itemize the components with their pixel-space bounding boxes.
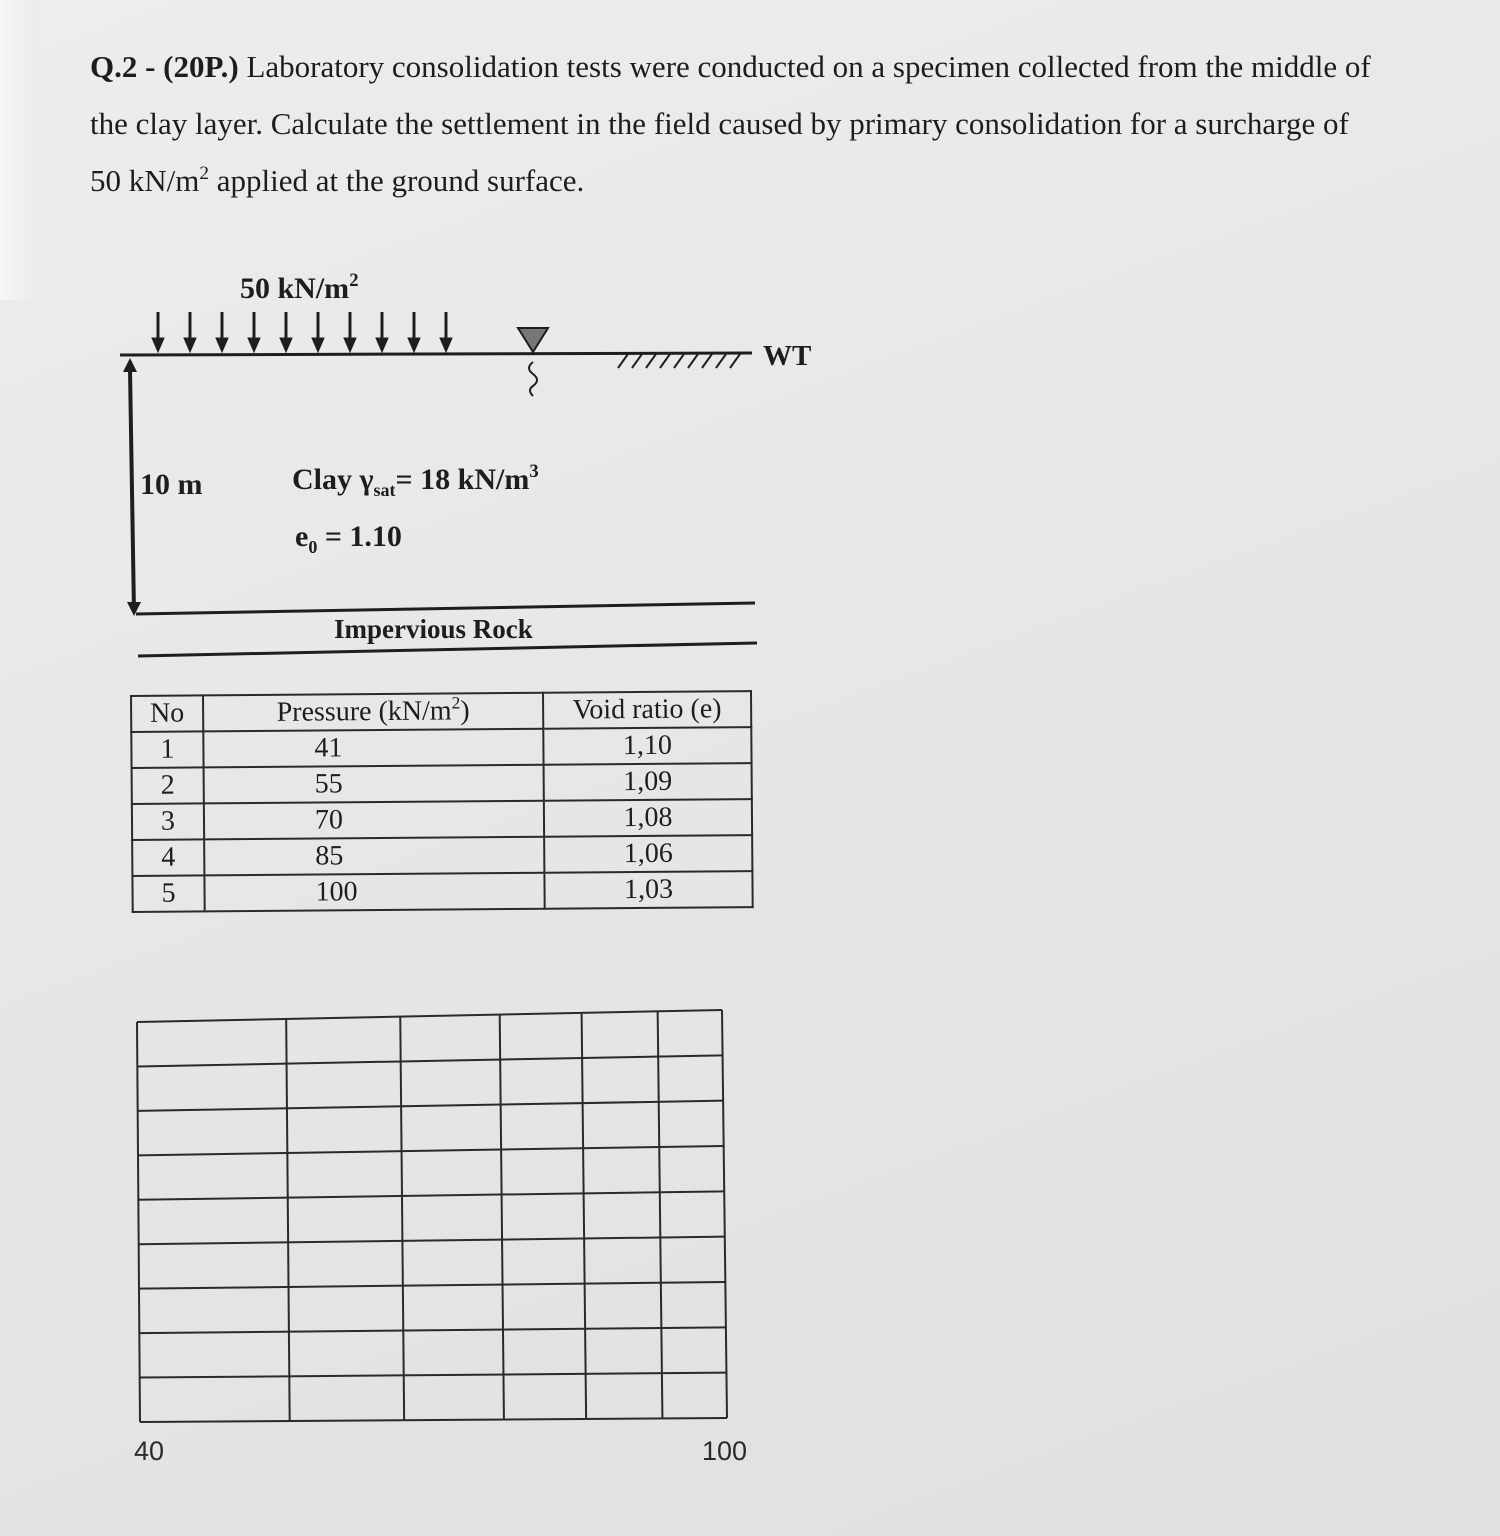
grid-horizontal-line xyxy=(138,1101,723,1111)
question-line-2: the clay layer. Calculate the settlement in the field caused by primary consolidation for a surcharge of xyxy=(90,106,1349,141)
cell-pressure: 85 xyxy=(204,837,544,876)
cell-no: 4 xyxy=(132,839,204,876)
header-pressure-exponent: 2 xyxy=(451,693,461,713)
cell-no: 3 xyxy=(132,803,204,840)
surcharge-unit-exponent: 2 xyxy=(199,162,209,184)
grid-vertical-line xyxy=(658,1011,663,1418)
cell-no: 5 xyxy=(132,875,204,912)
void-ratio-label xyxy=(295,520,402,558)
surcharge-arrow-head xyxy=(312,338,324,352)
surcharge-arrow-head xyxy=(280,338,292,352)
clay-unit-weight-label xyxy=(292,463,539,501)
surcharge-label xyxy=(240,272,358,306)
grid-vertical-line xyxy=(582,1013,587,1419)
surcharge-arrows xyxy=(152,312,452,352)
grid-vertical-line xyxy=(400,1017,404,1421)
surcharge-label-exponent: 2 xyxy=(349,270,359,292)
header-pressure xyxy=(203,693,543,732)
cell-void-ratio: 1,06 xyxy=(544,835,752,873)
thickness-dimension-line xyxy=(130,370,134,612)
question-number: Q.2 - (20P.) xyxy=(90,49,239,84)
grid-vertical-line xyxy=(286,1019,290,1421)
grid-horizontal-line xyxy=(137,1010,722,1022)
surcharge-arrow-head xyxy=(152,338,164,352)
cell-void-ratio: 1,09 xyxy=(544,763,752,801)
grid-horizontal-line xyxy=(138,1146,724,1155)
surcharge-arrow-head xyxy=(376,338,388,352)
ground-surface-line xyxy=(120,353,752,355)
surcharge-arrow-head xyxy=(440,338,452,352)
cell-pressure: 41 xyxy=(203,729,543,768)
void-ratio-value: = 1.10 xyxy=(317,520,402,553)
header-no: No xyxy=(131,695,203,732)
surcharge-arrow-head xyxy=(408,338,420,352)
clay-label-exponent: 3 xyxy=(529,461,539,483)
dimension-arrow-up xyxy=(123,358,137,372)
cell-no: 1 xyxy=(131,731,203,768)
void-ratio-subscript: 0 xyxy=(308,537,318,557)
grid-vertical-line xyxy=(137,1022,140,1422)
header-pressure-text: Pressure (kN/m xyxy=(276,695,452,728)
surcharge-arrow-head xyxy=(248,338,260,352)
table-row xyxy=(132,835,752,876)
surcharge-arrow-head xyxy=(344,338,356,352)
grid-horizontal-line xyxy=(140,1373,727,1378)
header-void-ratio: Void ratio (e) xyxy=(543,691,751,729)
grid-horizontal-line xyxy=(139,1282,725,1289)
grid-horizontal-line xyxy=(139,1327,726,1333)
ground-hatch xyxy=(618,354,740,368)
table-header-row xyxy=(131,691,751,732)
grid-axis-min-label: 40 xyxy=(134,1436,165,1466)
rock-label: Impervious Rock xyxy=(334,614,533,644)
table-row xyxy=(132,799,752,840)
clay-label-value: = 18 kN/m xyxy=(395,463,530,496)
water-table-icon xyxy=(518,328,548,352)
grid-horizontal-line xyxy=(140,1418,727,1422)
header-pressure-close: ) xyxy=(460,695,470,727)
table-row xyxy=(132,763,752,804)
grid-horizontal-line xyxy=(137,1055,722,1066)
clay-label-text: Clay γ xyxy=(292,463,374,496)
grid-horizontal-line xyxy=(138,1191,724,1199)
cell-void-ratio: 1,03 xyxy=(544,871,752,909)
question-line-3-text: applied at the ground surface. xyxy=(208,163,585,198)
layer-thickness-label: 10 m xyxy=(140,468,203,501)
cell-no: 2 xyxy=(132,767,204,804)
cell-pressure: 70 xyxy=(204,801,544,840)
grid-vertical-line xyxy=(500,1015,504,1420)
surcharge-arrow-head xyxy=(184,338,196,352)
blank-plot-grid xyxy=(137,1010,727,1422)
cell-pressure: 100 xyxy=(204,873,544,912)
question-line-1-text: Laboratory consolidation tests were conducted on a specimen collected from the middle of xyxy=(246,49,1371,84)
void-ratio-symbol: e xyxy=(295,520,309,553)
table-row xyxy=(131,727,751,768)
grid-horizontal-line xyxy=(139,1237,725,1245)
grid-vertical-line xyxy=(722,1010,727,1418)
clay-rock-boundary xyxy=(136,603,755,614)
surcharge-value: 50 kN/m xyxy=(90,163,200,198)
water-squiggle xyxy=(529,362,537,396)
table-row xyxy=(132,871,752,912)
surcharge-label-text: 50 kN/m xyxy=(240,272,350,305)
water-table-label: WT xyxy=(763,340,812,372)
cell-void-ratio: 1,10 xyxy=(543,727,751,765)
grid-axis-max-label: 100 xyxy=(702,1436,748,1466)
clay-label-subscript: sat xyxy=(373,480,396,500)
surcharge-arrow-head xyxy=(216,338,228,352)
cell-pressure: 55 xyxy=(204,765,544,804)
cell-void-ratio: 1,08 xyxy=(544,799,752,837)
consolidation-test-table xyxy=(130,690,754,913)
